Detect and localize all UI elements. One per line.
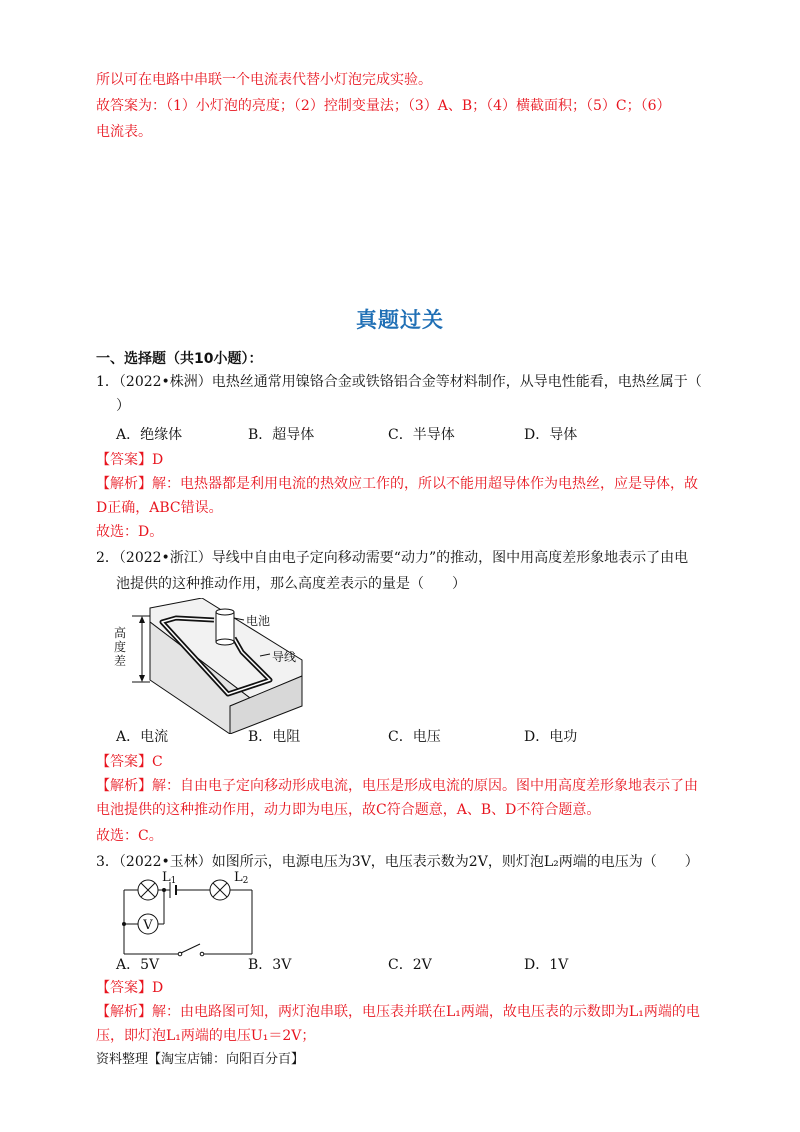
q3-option-a: A．5V: [116, 957, 160, 973]
q2-analysis-line-2: 电池提供的这种推动作用，动力即为电压，故C符合题意，A、B、D不符合题意。: [96, 802, 601, 818]
q1-analysis-line-2: D正确，ABC错误。: [96, 500, 223, 516]
q1-option-d: D．导体: [524, 427, 578, 443]
q2-answer: 【答案】C: [96, 754, 163, 770]
figure-label-height: 高度差: [114, 626, 127, 668]
q1-stem-line-1: 1．（2022•株洲）电热丝通常用镍铬合金或铁铬铝合金等材料制作，从导电性能看，电热丝属于（: [96, 374, 702, 390]
q2-option-d: D．电功: [524, 729, 578, 745]
q3-option-d: D．1V: [524, 957, 569, 973]
q2-option-c: C．电压: [388, 729, 441, 745]
q3-stem: 3．（2022•玉林）如图所示，电源电压为3V，电压表示数为2V，则灯泡L₂两端的电压为（ ）: [96, 854, 699, 870]
figure-label-battery: 电池: [246, 614, 271, 628]
prev-answer-line-3: 电流表。: [96, 124, 152, 140]
q2-analysis-line-1: 【解析】解：自由电子定向移动形成电流，电压是形成电流的原因。图中用高度差形象地表示了由: [96, 778, 698, 794]
q1-option-b: B．超导体: [248, 427, 315, 443]
q1-option-c: C．半导体: [388, 427, 455, 443]
q3-option-b: B．3V: [248, 957, 292, 973]
q3-option-c: C．2V: [388, 957, 432, 973]
q2-stem-line-2: 池提供的这种推动作用，那么高度差表示的量是（ ）: [116, 576, 466, 592]
section-title: 真题过关: [356, 308, 444, 332]
q1-answer: 【答案】D: [96, 452, 164, 468]
q1-analysis-line-1: 【解析】解：电热器都是利用电流的热效应工作的，所以不能用超导体作为电热丝，应是导体，故: [96, 476, 698, 492]
prev-answer-line-1: 所以可在电路中串联一个电流表代替小灯泡完成实验。: [96, 72, 432, 88]
q2-option-b: B．电阻: [248, 729, 301, 745]
q2-choice: 故选：C。: [96, 828, 163, 844]
section-heading: 一、选择题（共10小题）：: [96, 351, 263, 367]
figure-label-wire: 导线: [272, 650, 297, 664]
voltmeter-label: V: [143, 918, 153, 933]
page-footer: 资料整理【淘宝店铺：向阳百分百】: [96, 1052, 305, 1067]
q2-option-a: A．电流: [116, 729, 169, 745]
lamp-l1-label: $L_1$: [162, 870, 177, 886]
prev-answer-line-2: 故答案为：（1）小灯泡的亮度；（2）控制变量法；（3）A、B；（4）横截面积；（5）C；（6）: [96, 98, 671, 114]
q3-answer: 【答案】D: [96, 980, 164, 996]
q3-analysis-line-2: 压，即灯泡L₁两端的电压U₁＝2V；: [96, 1028, 316, 1044]
q2-stem-line-1: 2．（2022•浙江）导线中自由电子定向移动需要“动力”的推动，图中用高度差形象地表示了由电: [96, 550, 689, 566]
height-difference-figure: [110, 598, 320, 734]
q1-option-a: A．绝缘体: [116, 427, 183, 443]
q3-analysis-line-1: 【解析】解：由电路图可知，两灯泡串联，电压表并联在L₁两端，故电压表的示数即为L₁两端的电: [96, 1004, 700, 1020]
q1-stem-line-2: ）: [116, 398, 130, 414]
q1-choice: 故选：D。: [96, 524, 164, 540]
lamp-l2-label: $L_2$: [234, 870, 249, 886]
